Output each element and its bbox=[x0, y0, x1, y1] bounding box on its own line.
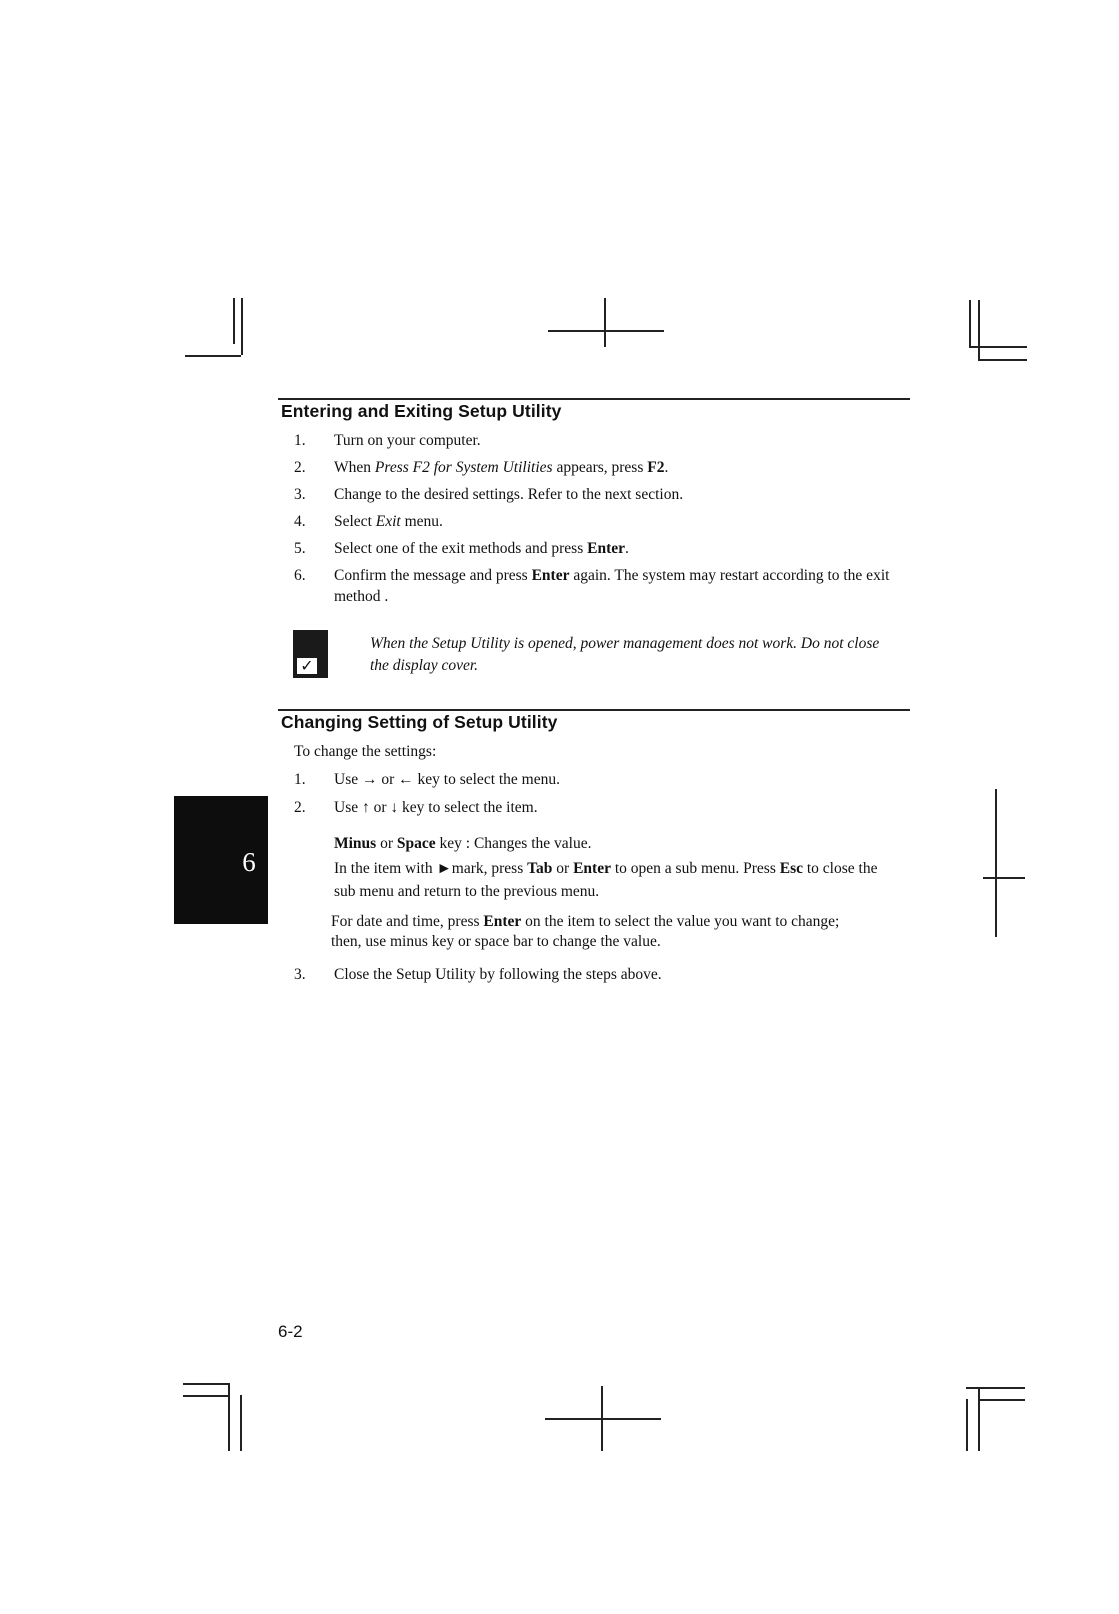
crop-mark bbox=[978, 359, 1027, 361]
crop-mark bbox=[241, 343, 243, 355]
note-text: When the Setup Utility is opened, power management does not work. Do not close the display cover. bbox=[370, 635, 880, 674]
list-number: 2. bbox=[294, 459, 306, 476]
crop-mark bbox=[545, 1418, 661, 1420]
sub-text-minus-space: Minus or Space key : Changes the value. bbox=[334, 835, 592, 852]
page-number: 6-2 bbox=[278, 1322, 303, 1341]
list-number: 3. bbox=[294, 966, 306, 983]
chapter-tab bbox=[174, 796, 268, 924]
crop-mark bbox=[183, 1395, 229, 1397]
crop-mark bbox=[978, 300, 980, 359]
section-heading-entering-exiting: Entering and Exiting Setup Utility bbox=[281, 401, 562, 421]
crop-mark bbox=[233, 298, 235, 344]
crop-mark bbox=[978, 1399, 1025, 1401]
crop-mark bbox=[978, 1387, 980, 1451]
section-heading-changing-settings: Changing Setting of Setup Utility bbox=[281, 712, 558, 732]
crop-mark bbox=[228, 1383, 230, 1451]
list-text: Select one of the exit methods and press Enter. bbox=[334, 540, 629, 557]
list-number: 5. bbox=[294, 540, 306, 557]
sub-text-submenu: In the item with ►mark, press Tab or Enter to open a sub menu. Press Esc to close the sub menu and return to the previous menu. bbox=[334, 860, 878, 900]
crop-mark bbox=[983, 877, 1025, 879]
sub-text-date-time: For date and time, press Enter on the item to select the value you want to change; then, use minus key or space bar to change the value. bbox=[331, 913, 840, 950]
list-text: Close the Setup Utility by following the steps above. bbox=[334, 966, 662, 983]
crop-mark bbox=[995, 789, 997, 937]
crop-mark bbox=[240, 1395, 242, 1451]
list-number: 6. bbox=[294, 567, 306, 584]
crop-mark bbox=[185, 355, 241, 357]
list-text: When Press F2 for System Utilities appears, press F2. bbox=[334, 459, 669, 476]
list-number: 4. bbox=[294, 513, 306, 530]
list-number: 3. bbox=[294, 486, 306, 503]
list-text: Change to the desired settings. Refer to the next section. bbox=[334, 486, 684, 503]
triangle-mark-icon: ► bbox=[436, 860, 452, 877]
down-arrow-icon: ↓ bbox=[390, 799, 399, 816]
list-number: 1. bbox=[294, 771, 306, 788]
crop-mark bbox=[966, 1387, 1025, 1389]
list-text: Use ↑ or ↓ key to select the item. bbox=[334, 799, 538, 816]
list-number: 1. bbox=[294, 432, 306, 449]
section-rule bbox=[278, 709, 910, 711]
crop-mark bbox=[969, 346, 1027, 348]
chapter-number: 6 bbox=[242, 847, 256, 877]
right-arrow-icon: → bbox=[361, 771, 378, 788]
list-text: Confirm the message and press Enter again. The system may restart according to the exit method . bbox=[334, 567, 890, 605]
crop-mark bbox=[969, 300, 971, 346]
list-text: Use → or ← key to select the menu. bbox=[334, 771, 560, 788]
section-rule bbox=[278, 398, 910, 400]
list-text: Select Exit menu. bbox=[334, 513, 443, 530]
crop-mark bbox=[548, 330, 664, 332]
intro-text: To change the settings: bbox=[294, 743, 437, 760]
list-number: 2. bbox=[294, 799, 306, 816]
crop-mark bbox=[604, 298, 606, 347]
up-arrow-icon: ↑ bbox=[361, 799, 370, 816]
crop-mark bbox=[966, 1399, 968, 1451]
list-text: Turn on your computer. bbox=[334, 432, 481, 449]
left-arrow-icon: ← bbox=[398, 771, 414, 788]
checkbox-note-icon bbox=[293, 630, 328, 678]
check-mark-icon: ✓ bbox=[297, 658, 317, 674]
crop-mark bbox=[241, 298, 243, 344]
crop-mark bbox=[183, 1383, 229, 1385]
